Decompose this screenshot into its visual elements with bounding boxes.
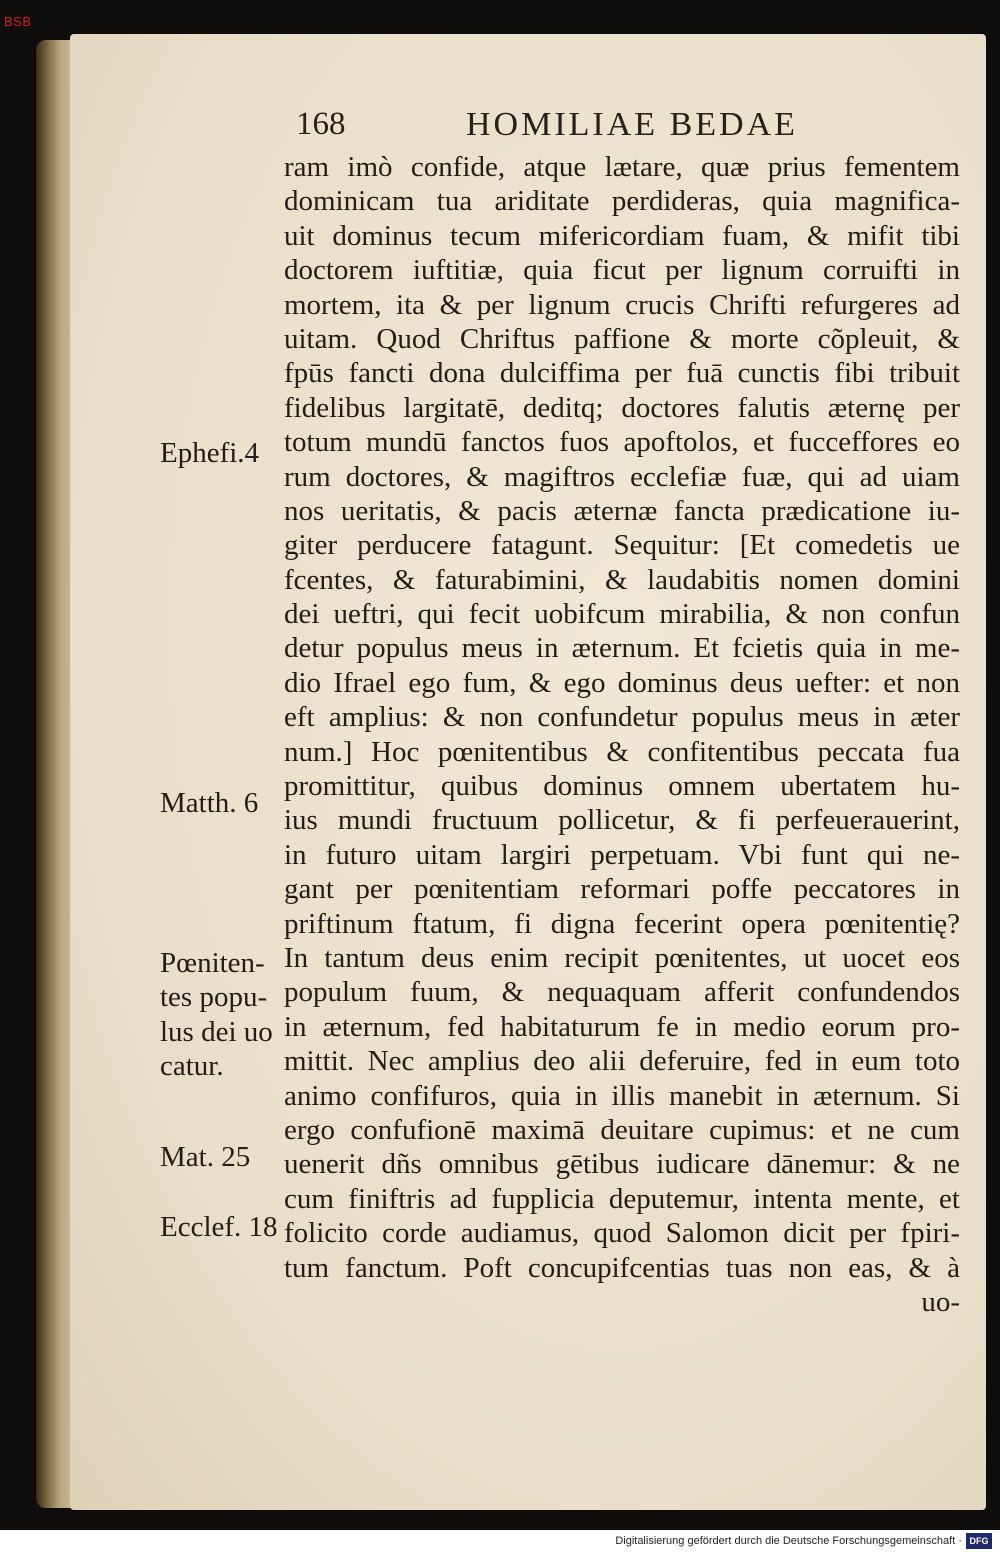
marginal-note-matth: Matth. 6 bbox=[160, 787, 259, 819]
marginal-note-ephesi: Ephefi.4 bbox=[160, 437, 260, 469]
funding-notice: Digitalisierung gefördert durch die Deutsche Forschungsgemeinschaft · bbox=[615, 1535, 962, 1547]
page-number: 168 bbox=[296, 106, 346, 142]
footer-bar bbox=[0, 1530, 1000, 1554]
text-line: animo confifuros, quia in illis manebit in æternum. Si bbox=[284, 1079, 960, 1112]
text-line: dominicam tua ariditate perdideras, quia magnifica- bbox=[284, 185, 960, 218]
text-line: fpūs fancti dona dulciffima per fuā cunctis fibi tribuit bbox=[284, 357, 960, 390]
text-line: nos ueritatis, & pacis æternæ fancta prædicatione iu- bbox=[284, 494, 960, 527]
text-line: dei ueftri, qui fecit uobifcum mirabilia, & non confun bbox=[284, 598, 960, 631]
text-line: dio Ifrael ego fum, & ego dominus deus uefter: et non bbox=[284, 666, 960, 699]
text-line: num.] Hoc pœnitentibus & confitentibus peccata fua bbox=[284, 735, 960, 768]
text-line: fidelibus largitatē, deditq; doctores falutis æternę per bbox=[284, 391, 960, 424]
text-line: doctorem iuftitiæ, quia ficut per lignum corruifti in bbox=[284, 254, 960, 287]
text-line: folicito corde audiamus, quod Salomon dicit per fpiri- bbox=[284, 1217, 960, 1250]
text-line: detur populus meus in æternum. Et fcietis quia in me- bbox=[284, 632, 960, 665]
page-header bbox=[296, 106, 836, 146]
text-line: mortem, ita & per lignum crucis Chrifti refurgeres ad bbox=[284, 288, 960, 321]
marginal-note-poenitentes bbox=[160, 946, 290, 1084]
marginal-line: Pœniten- bbox=[160, 947, 265, 979]
text-line: in æternum, fed habitaturum fe in medio eorum pro- bbox=[284, 1010, 960, 1043]
text-line: eft amplius: & non confundetur populus meus in æter bbox=[284, 701, 960, 734]
dfg-logo: DFG bbox=[966, 1533, 992, 1549]
text-line: ergo confufionē maximā deuitare cupimus: et ne cum bbox=[284, 1113, 960, 1146]
text-line: ram imò confide, atque lætare, quæ prius fementem bbox=[284, 151, 960, 183]
text-line: cum finiftris ad fupplicia deputemur, intenta mente, et bbox=[284, 1182, 960, 1215]
marginal-note-mat25: Mat. 25 bbox=[160, 1141, 251, 1173]
catchword: uo- bbox=[921, 1285, 960, 1318]
text-line: mittit. Nec amplius deo alii deferuire, fed in eum toto bbox=[284, 1045, 960, 1078]
text-line: ius mundi fructuum pollicetur, & fi perfeuerauerint, bbox=[284, 804, 960, 837]
text-line: totum mundū fanctos fuos apoftolos, et fucceffores eo bbox=[284, 426, 960, 459]
marginal-line: tes popu- bbox=[160, 981, 268, 1014]
marginal-note-eccles: Ecclef. 18 bbox=[160, 1211, 278, 1243]
text-line: uenerit dñs omnibus gētibus iudicare dānemur: & ne bbox=[284, 1148, 960, 1181]
text-line: giter perducere fatagunt. Sequitur: [Et comedetis ue bbox=[284, 529, 960, 562]
marginal-line: catur. bbox=[160, 1050, 224, 1083]
text-line: populum fuum, & nequaquam afferit confundendos bbox=[284, 976, 960, 1009]
text-line: priftinum ftatum, fi digna fecerint opera pœnitentię? bbox=[284, 907, 960, 940]
text-line: In tantum deus enim recipit pœnitentes, ut uocet eos bbox=[284, 941, 960, 974]
marginal-line: lus dei uo bbox=[160, 1015, 273, 1048]
text-line: promittitur, quibus dominus omnem ubertatem hu- bbox=[284, 770, 960, 803]
text-line: uit dominus tecum mifericordiam fuam, & mifit tibi bbox=[284, 219, 960, 252]
bsb-logo: BSB bbox=[4, 14, 32, 29]
text-line: rum doctores, & magiftros ecclefiæ fuæ, qui ad uiam bbox=[284, 460, 960, 493]
running-head: HOMILIAE BEDAE bbox=[466, 106, 798, 143]
text-line: uitam. Quod Chriftus paffione & morte cõpleuit, & bbox=[284, 322, 960, 355]
text-line: tum fanctum. Poft concupifcentias tuas non eas, & à bbox=[284, 1251, 960, 1284]
text-line: in futuro uitam largiri perpetuam. Vbi funt qui ne- bbox=[284, 838, 960, 871]
body-text bbox=[284, 150, 960, 1319]
text-line: fcentes, & faturabimini, & laudabitis nomen domini bbox=[284, 563, 960, 596]
text-line: gant per pœnitentiam reformari poffe peccatores in bbox=[284, 873, 960, 906]
